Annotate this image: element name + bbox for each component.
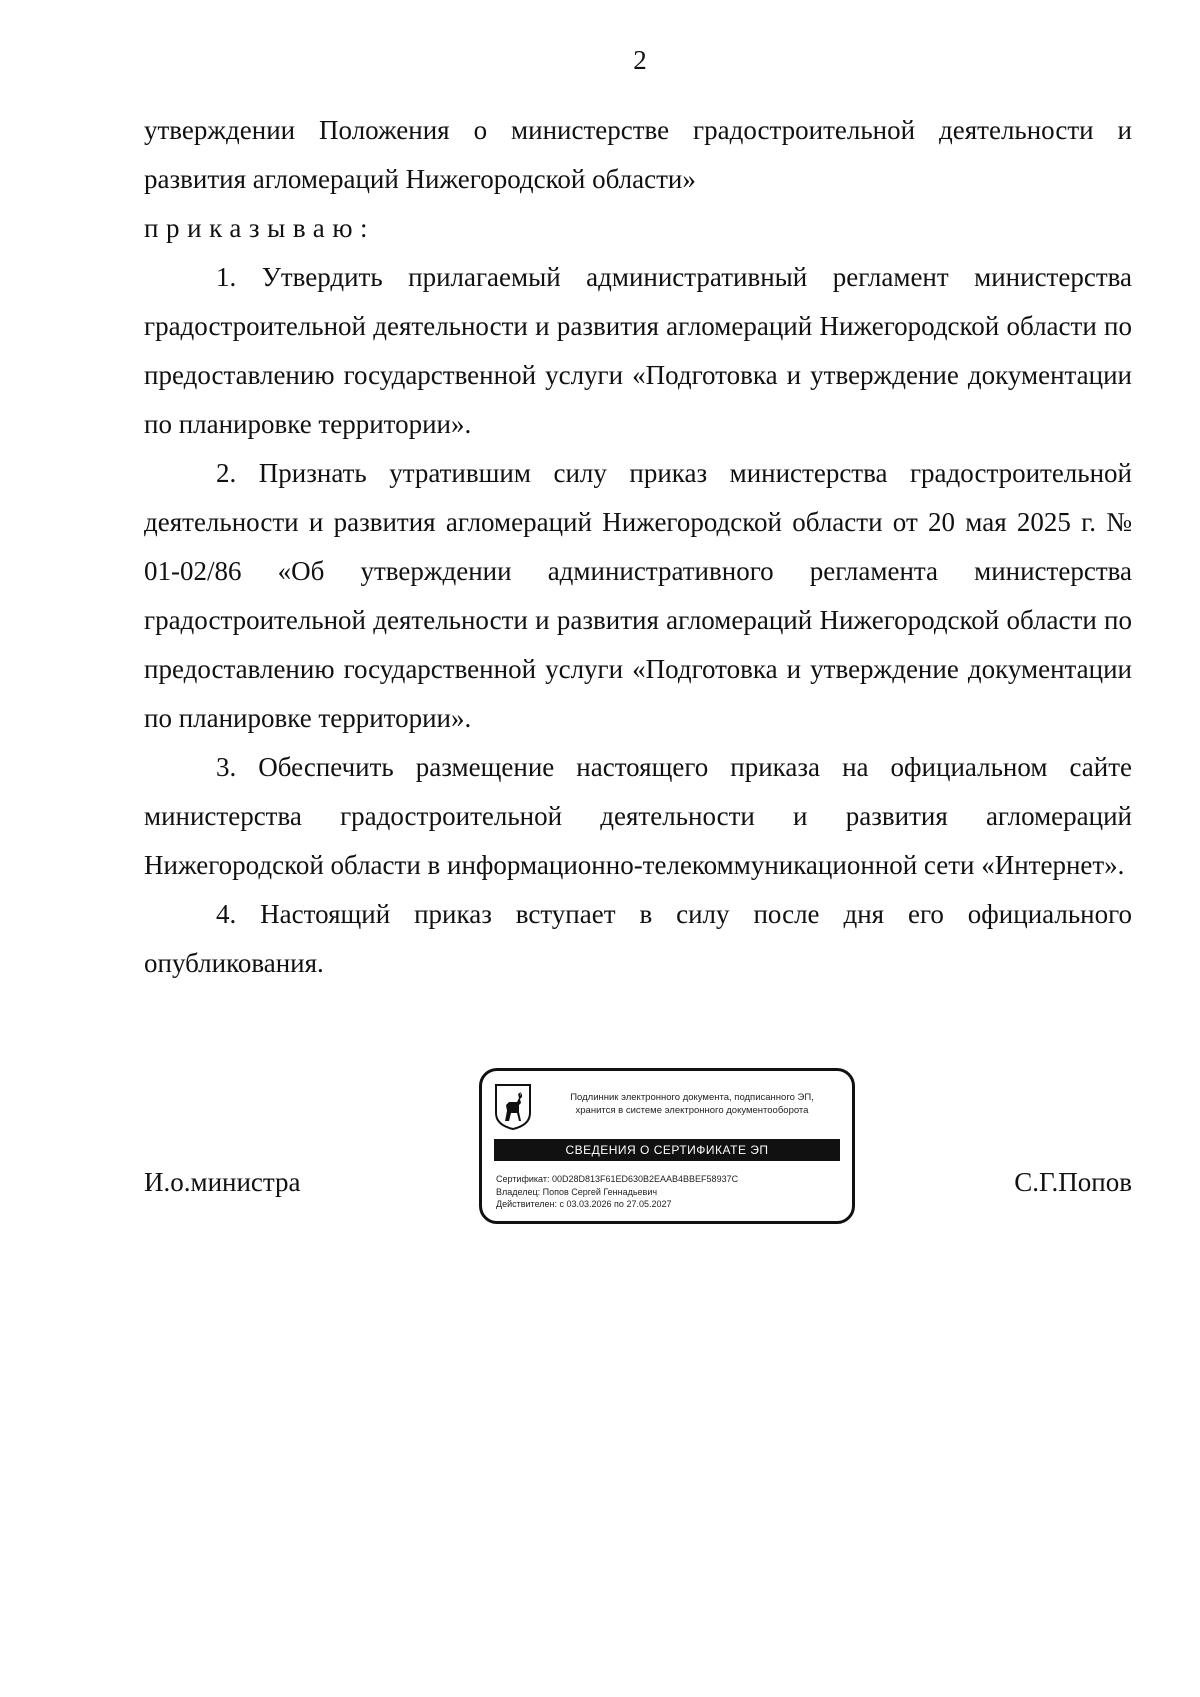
- certificate-number: Сертификат: 00D28D813F61ED630B2EAAB4BBEF58937C: [496, 1174, 739, 1184]
- signer-name: С.Г.Попов: [1014, 1167, 1132, 1197]
- order-item-2: 2. Признать утратившим силу приказ министерства градостроительной деятельности и развития агломераций Нижегородской области от 20 мая 2025 г. № 01-02/86 «Об утверждении административного регламента министерства градостроительной деятельности и развития агломераций Нижегородской области по предоставлению государственной услуги «Подготовка и утверждение документации по планировке территории».: [144, 458, 1132, 733]
- order-item-1: 1. Утвердить прилагаемый административный регламент министерства градостроительной деятельности и развития агломераций Нижегородской области по предоставлению государственной услуги «Подготовка и утверждение документации по планировке территории».: [144, 262, 1132, 439]
- order-command: приказываю:: [144, 213, 376, 243]
- certificate-details: [496, 1173, 844, 1211]
- signer-position: И.о.министра: [144, 1167, 301, 1197]
- order-item-4: 4. Настоящий приказ вступает в силу после дня его официального опубликования.: [144, 899, 1132, 978]
- certificate-owner: Владелец: Попов Сергей Геннадьевич: [496, 1186, 658, 1197]
- signature-block: [144, 1068, 1132, 1228]
- electronic-signature-stamp: [479, 1068, 855, 1224]
- stamp-header-line: Подлинник электронного документа, подписанного ЭП,: [570, 1092, 814, 1103]
- stamp-header-line: хранится в системе электронного документооборота: [575, 1105, 809, 1116]
- certificate-validity: Действителен: с 03.03.2026 по 27.05.2027: [496, 1199, 672, 1209]
- deer-emblem-icon: [494, 1083, 532, 1131]
- intro-paragraph: утверждении Положения о министерстве градостроительной деятельности и развития агломераций Нижегородской области»: [144, 115, 1132, 194]
- certificate-info-bar: СВЕДЕНИЯ О СЕРТИФИКАТЕ ЭП: [494, 1139, 840, 1161]
- document-body: [144, 106, 1132, 988]
- page-number: 2: [633, 45, 647, 75]
- stamp-header: [542, 1091, 842, 1117]
- order-item-3: 3. Обеспечить размещение настоящего приказа на официальном сайте министерства градостроительной деятельности и развития агломераций Нижегородской области в информационно-телекоммуникационной сети «Интернет».: [144, 752, 1132, 880]
